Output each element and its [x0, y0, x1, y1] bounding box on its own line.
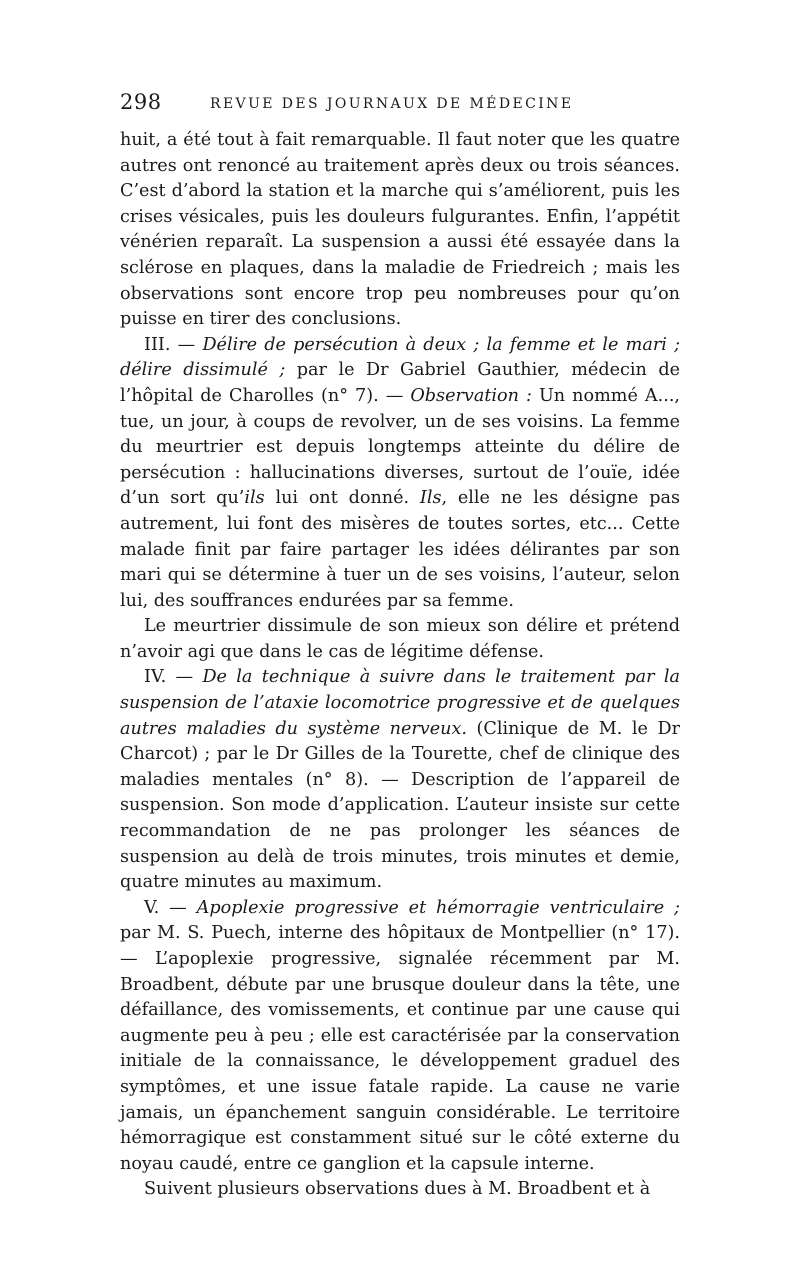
paragraph-section-iv — [120, 665, 680, 895]
observation-label: Observation : — [410, 385, 532, 406]
paragraph-suspension-results: huit, a été tout à fait remarquable. Il faut noter que les quatre autres ont renoncé au traitement après deux ou trois séances. C’est d’abord la station et la marche qui s’améliorent, puis les crises vésicales, puis les douleurs fulgurantes. Enfin, l’appétit vénérien reparaît. La suspension a aussi été essayée dans la sclérose en plaques, dans la maladie de Friedreich ; mais les observations sont encore trop peu nombreuses pour qu’on puisse en tirer des conclusions. — [120, 130, 680, 330]
paragraph-suivent: Suivent plusieurs observations dues à M. Broadbent et à — [144, 1179, 651, 1200]
running-title: REVUE DES JOURNAUX DE MÉDECINE — [210, 96, 574, 112]
section-title: Apoplexie progressive et hémorragie ventriculaire ; — [196, 897, 680, 918]
paragraph-section-v — [120, 896, 680, 1178]
running-header — [120, 90, 680, 120]
italic-ils: ils — [244, 488, 265, 509]
italic-ils-capital: Ils — [419, 488, 442, 509]
page-number: 298 — [120, 90, 162, 114]
paragraph-meurtrier: Le meurtrier dissimule de son mieux son délire et prétend n’avoir agi que dans le cas de légitime défense. — [120, 616, 680, 662]
section-text: , elle ne les désigne pas autrement, lui font des misères de toutes sortes, etc... Cette malade finit par faire partager les idées délirantes par son mari qui se détermine à tuer un de ses voisins, l’auteur, selon lui, des souffrances endurées par sa femme. — [120, 488, 680, 611]
section-author: par le Dr Gabriel Gauthier, médecin de l’hôpital de Charolles (n° 7). — — [120, 360, 680, 406]
section-number: III. — — [144, 334, 203, 355]
paragraph-section-iii — [120, 333, 680, 615]
section-number: V. — — [144, 897, 197, 918]
section-title: De la technique à suivre dans le traitement par la suspension de l’ataxie locomotrice progressive et de quelques autres maladies du système nerveux. — [120, 667, 681, 739]
section-text: Un nommé A..., tue, un jour, à coups de revolver, un de ses voisins. La femme du meurtrier est depuis longtemps atteinte du délire de persécution : hallucinations diverses, surtout de l’ouïe, idée d’un sort qu’ — [120, 385, 681, 509]
section-text: lui ont donné. — [264, 488, 420, 509]
article-body — [120, 128, 680, 1203]
section-text: par M. S. Puech, interne des hôpitaux de Montpellier (n° 17). — L’apoplexie progressive, signalée récemment par M. Broadbent, débute par une brusque douleur dans la tête, une défaillance, des vomissements, et continue par une cause qui augmente peu à peu ; elle est caractérisée par la conservation initiale de la connaissance, le développement graduel des symptômes, et une issue fatale rapide. La cause ne varie jamais, un épanchement sanguin considérable. Le territoire hémorragique est constamment situé sur le côté externe du noyau caudé, entre ce ganglion et la capsule interne. — [120, 923, 680, 1174]
section-number: IV. — — [144, 667, 203, 688]
section-title: Délire de persécution à deux ; la femme et le mari ; délire dissimulé ; — [120, 334, 680, 381]
section-text: (Clinique de M. le Dr Charcot) ; par le Dr Gilles de la Tourette, chef de clinique des maladies mentales (n° 8). — Description de l’appareil de suspension. Son mode d’application. L’auteur insiste sur cette recommandation de ne pas prolonger les séances de suspension au delà de trois minutes, trois minutes et demie, quatre minutes au maximum. — [120, 718, 681, 893]
